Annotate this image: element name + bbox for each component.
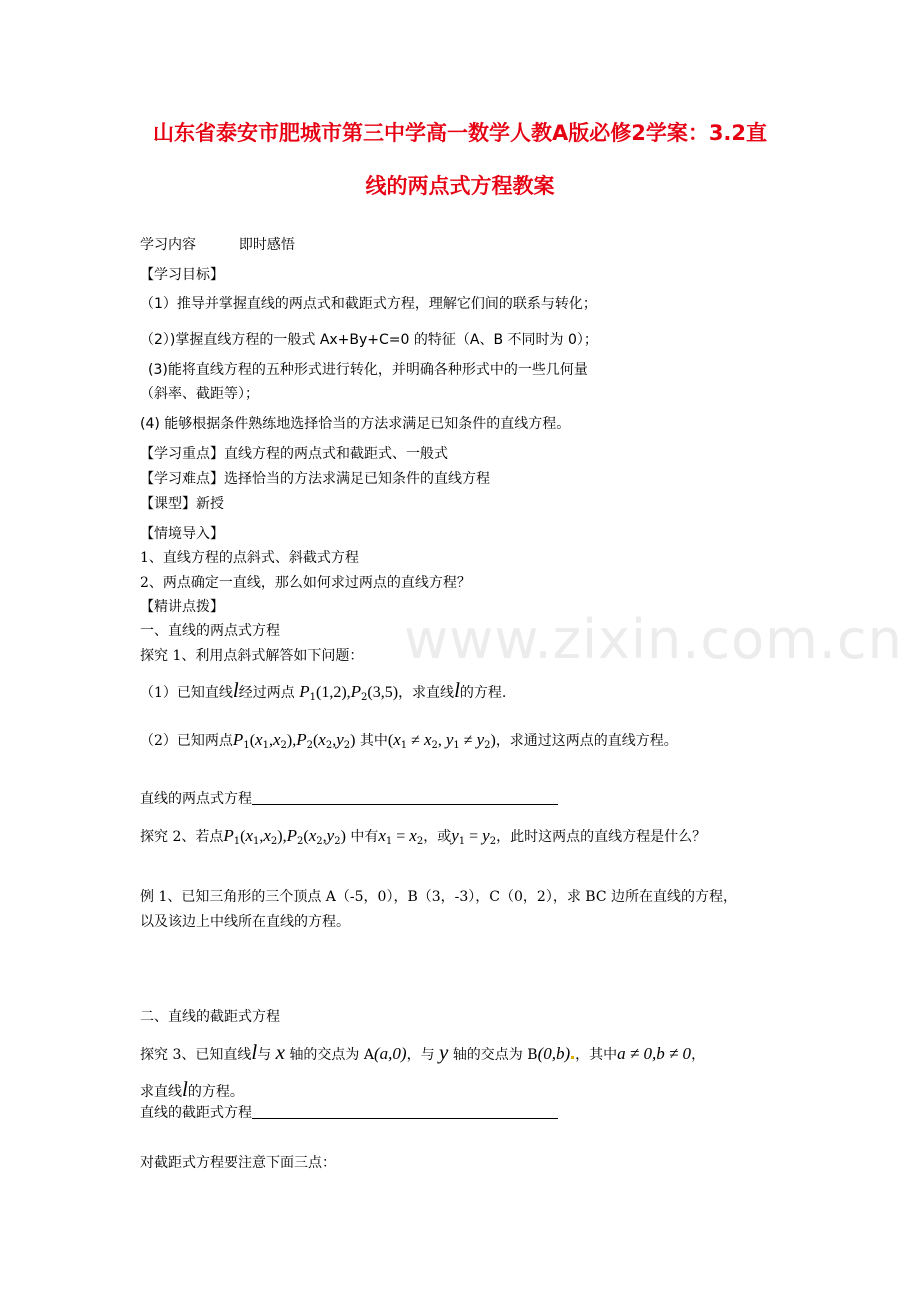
lesson-type-label: 【课型】	[140, 496, 196, 512]
section2-heading: 二、直线的截距式方程	[140, 1009, 280, 1025]
difficulty-row	[140, 470, 490, 488]
intercept-form-row	[140, 1104, 558, 1122]
focus-label: 【学习重点】	[140, 446, 224, 462]
objective-item-1: （1）推导并掌握直线的两点式和截距式方程，理解它们间的联系与转化；	[140, 296, 597, 312]
focus-text: 直线方程的两点式和截距式、一般式	[224, 446, 448, 462]
intro-item-1: 1、直线方程的点斜式、斜截式方程	[140, 550, 359, 566]
header-study-content: 学习内容	[140, 237, 196, 253]
explore3-text: 探究 3、已知直线l与 x 轴的交点为 A(a,0)，与 y 轴的交点为 B(0,b) ，其中a ≠ 0,b ≠ 0，	[140, 1040, 706, 1064]
document-title-line-1: 山东省泰安市肥城市第三中学高一数学人教A版必修2学案：3.2直	[152, 121, 768, 145]
difficulty-label: 【学习难点】	[140, 471, 224, 487]
intro-heading: 【情境导入】	[140, 526, 224, 542]
objective-item-3-cont: （斜率、截距等）；	[140, 386, 259, 402]
two-point-form-blank	[252, 790, 558, 805]
header-row	[140, 236, 295, 254]
line-l-symbol: l	[232, 678, 239, 702]
question-1: （1）已知直线l经过两点 $P_1(1,2),P_2(3,5)$，求直线l的方程.	[140, 678, 507, 703]
intercept-form-blank	[252, 1104, 558, 1119]
objective-item-3: (3)能将直线方程的五种形式进行转化，并明确各种形式中的一些几何量	[148, 362, 588, 378]
two-point-form-label: 直线的两点式方程	[140, 791, 252, 807]
header-instant-insight: 即时感悟	[238, 237, 295, 253]
difficulty-text: 选择恰当的方法求满足已知条件的直线方程	[224, 471, 490, 487]
objective-item-2: （2）)掌握直线方程的一般式 Ax+By+C=0 的特征（A、B 不同时为 0）；	[140, 332, 598, 348]
two-point-form-row	[140, 790, 558, 808]
explore2-text: 探究 2、若点$P_1(x_1,x_2),P_2(x_2,y_2)$ 中有$x_1 = x_2$，或$y_1 = y_2$，此时这两点的直线方程是什么？	[140, 826, 707, 847]
lesson-type-text: 新授	[196, 496, 224, 512]
watermark: www.zixin.com.cn	[404, 608, 903, 671]
intercept-note: 对截距式方程要注意下面三点：	[140, 1155, 336, 1171]
question-2: （2）已知两点$P_1(x_1,x_2),P_2(x_2,y_2)$ 其中($x_1 \ne x_2$, $y_1 \ne y_2$)，求通过这两点的直线方程。	[140, 730, 678, 751]
section1-heading: 一、直线的两点式方程	[140, 623, 280, 639]
objectives-heading: 【学习目标】	[140, 267, 224, 283]
lesson-type-row	[140, 495, 224, 513]
focus-row	[140, 445, 448, 463]
lecture-heading: 【精讲点拨】	[140, 599, 224, 615]
document-title-line-2: 线的两点式方程教案	[365, 174, 555, 198]
intercept-form-label: 直线的截距式方程	[140, 1105, 252, 1121]
example1-line-2: 以及该边上中线所在直线的方程。	[140, 914, 350, 930]
explore1-text: 探究 1、利用点斜式解答如下问题：	[140, 648, 364, 664]
explore3-text-line-2: 求直线l的方程。	[140, 1077, 244, 1101]
intro-item-2: 2、两点确定一直线，那么如何求过两点的直线方程？	[140, 575, 471, 591]
objective-item-4: (4) 能够根据条件熟练地选择恰当的方法求满足已知条件的直线方程。	[140, 416, 571, 432]
example1-line-1: 例 1、已知三角形的三个顶点 A（-5，0），B（3，-3），C（0，2），求 BC 边所在直线的方程，	[140, 889, 737, 905]
